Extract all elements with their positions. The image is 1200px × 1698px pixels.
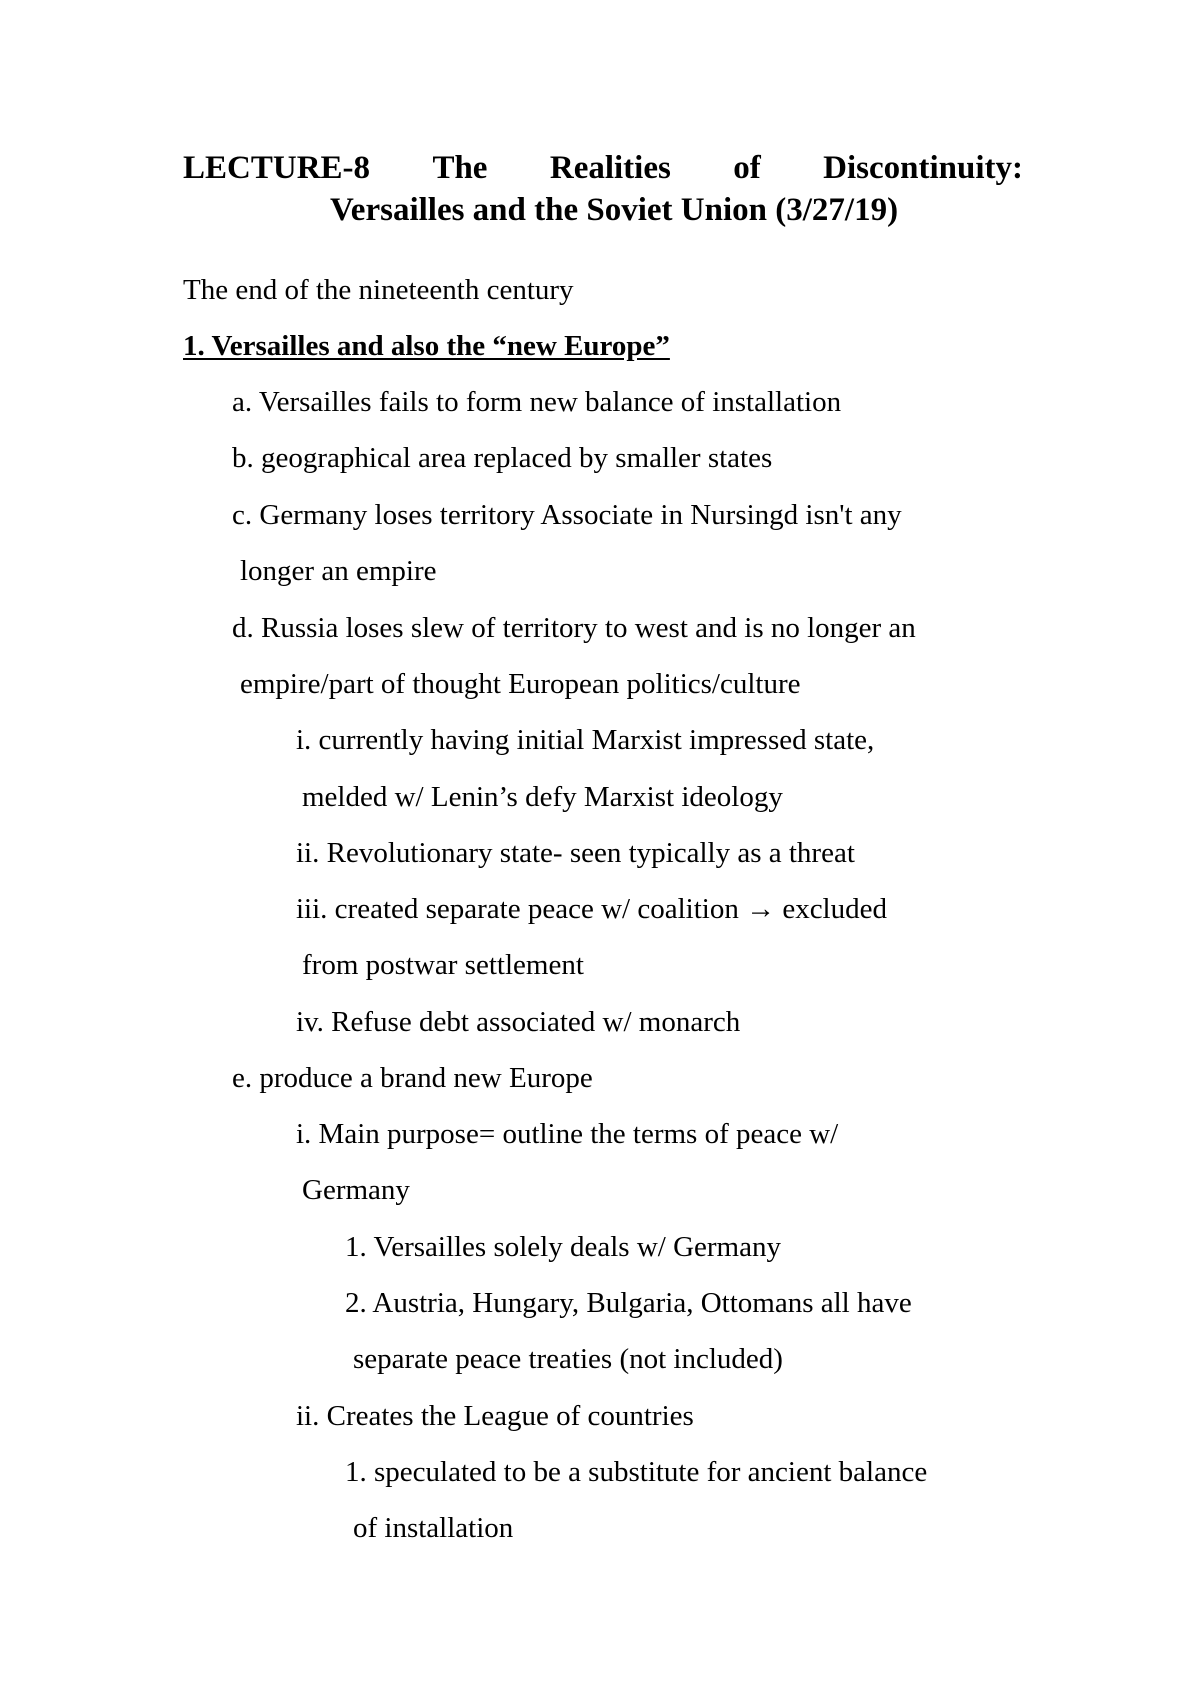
section-heading: 1. Versailles and also the “new Europe” bbox=[183, 330, 670, 362]
list-item-a: a. Versailles fails to form new balance of installation bbox=[232, 386, 842, 418]
sublist-item-d-ii: ii. Revolutionary state- seen typically as a threat bbox=[296, 837, 855, 869]
sublist-item-d-iv: iv. Refuse debt associated w/ monarch bbox=[296, 1006, 741, 1038]
title-word: The bbox=[432, 150, 488, 186]
sublist-item-e-ii: ii. Creates the League of countries bbox=[296, 1400, 694, 1432]
title-word: Realities bbox=[549, 150, 671, 186]
numbered-item-1: 1. Versailles solely deals w/ Germany bbox=[345, 1231, 781, 1263]
intro-text: The end of the nineteenth century bbox=[183, 274, 574, 306]
sublist-item-e-i: i. Main purpose= outline the terms of peace w/ bbox=[296, 1118, 839, 1150]
list-item-c: c. Germany loses territory Associate in Nursingd isn't any bbox=[232, 499, 902, 531]
list-item-c-continued: longer an empire bbox=[240, 555, 437, 587]
numbered-item-1-continued: of installation bbox=[353, 1512, 514, 1544]
list-item-b: b. geographical area replaced by smaller states bbox=[232, 442, 773, 474]
list-item-e: e. produce a brand new Europe bbox=[232, 1062, 593, 1094]
document-title-line-2: Versailles and the Soviet Union (3/27/19) bbox=[330, 192, 899, 228]
sublist-item-e-i-continued: Germany bbox=[302, 1174, 410, 1206]
sublist-item-d-i: i. currently having initial Marxist impressed state, bbox=[296, 724, 875, 756]
sublist-item-d-iii-continued: from postwar settlement bbox=[302, 949, 584, 981]
numbered-item-2-continued: separate peace treaties (not included) bbox=[353, 1343, 783, 1375]
sublist-item-d-i-continued: melded w/ Lenin’s defy Marxist ideology bbox=[302, 781, 783, 813]
sublist-item-d-iii: iii. created separate peace w/ coalition → excluded bbox=[296, 893, 887, 925]
document-title-line-1 bbox=[183, 148, 1023, 188]
title-word: LECTURE-8 bbox=[183, 150, 371, 186]
list-item-d-continued: empire/part of thought European politics/culture bbox=[240, 668, 801, 700]
title-word: Discontinuity: bbox=[823, 150, 1023, 186]
title-word: of bbox=[733, 150, 761, 186]
list-item-d: d. Russia loses slew of territory to west and is no longer an bbox=[232, 612, 916, 644]
numbered-item-1: 1. speculated to be a substitute for ancient balance bbox=[345, 1456, 928, 1488]
numbered-item-2: 2. Austria, Hungary, Bulgaria, Ottomans all have bbox=[345, 1287, 912, 1319]
